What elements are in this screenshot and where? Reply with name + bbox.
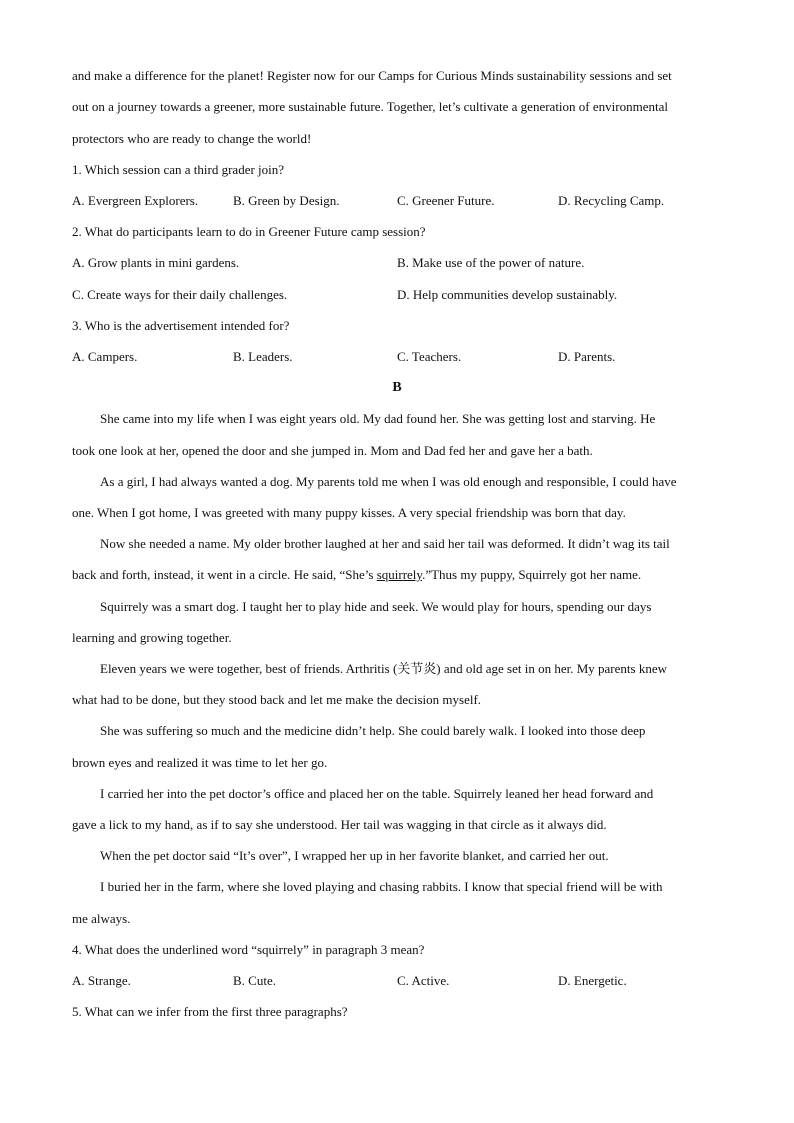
question-3-option-d: D. Parents. bbox=[558, 349, 616, 364]
question-2-option-c: C. Create ways for their daily challenges. bbox=[72, 287, 288, 302]
question-1-option-a: A. Evergreen Explorers. bbox=[72, 193, 199, 208]
paragraph-1-line: took one look at her, opened the door and she jumped in. Mom and Dad fed her and gave her a bath. bbox=[72, 443, 593, 458]
paragraph-3-text: back and forth, instead, it went in a circle. He said, “She’s bbox=[72, 567, 377, 582]
paragraph-3-text: .”Thus my puppy, Squirrely got her name. bbox=[422, 567, 642, 582]
paragraph-6-line: She was suffering so much and the medicine didn’t help. She could barely walk. I looked into those deep bbox=[100, 723, 646, 738]
paragraph-2-line: As a girl, I had always wanted a dog. My parents told me when I was old enough and responsible, I could have bbox=[100, 474, 677, 489]
question-3-option-b: B. Leaders. bbox=[233, 349, 293, 364]
underlined-word: squirrely bbox=[376, 567, 423, 582]
question-3-option-a: A. Campers. bbox=[72, 349, 138, 364]
question-4-option-d: D. Energetic. bbox=[558, 973, 627, 988]
paragraph-6-line: brown eyes and realized it was time to let her go. bbox=[72, 755, 328, 770]
question-3-option-c: C. Teachers. bbox=[397, 349, 462, 364]
question-2-option-a: A. Grow plants in mini gardens. bbox=[72, 255, 240, 270]
paragraph-1-line: She came into my life when I was eight years old. My dad found her. She was getting lost and starving. He bbox=[100, 411, 656, 426]
question-3-stem: 3. Who is the advertisement intended for? bbox=[72, 318, 290, 333]
paragraph-7-line: gave a lick to my hand, as if to say she understood. Her tail was wagging in that circle as it always did. bbox=[72, 817, 607, 832]
paragraph-9-line: I buried her in the farm, where she loved playing and chasing rabbits. I know that special friend will be with bbox=[100, 879, 663, 894]
question-4-option-c: C. Active. bbox=[397, 973, 450, 988]
intro-line: out on a journey towards a greener, more sustainable future. Together, let’s cultivate a generation of environmental bbox=[72, 99, 668, 114]
question-1-option-c: C. Greener Future. bbox=[397, 193, 495, 208]
question-4-option-a: A. Strange. bbox=[72, 973, 131, 988]
paragraph-2-line: one. When I got home, I was greeted with many puppy kisses. A very special friendship was born that day. bbox=[72, 505, 626, 520]
question-1-option-d: D. Recycling Camp. bbox=[558, 193, 665, 208]
paragraph-4-line: learning and growing together. bbox=[72, 630, 232, 645]
paragraph-8-line: When the pet doctor said “It’s over”, I wrapped her up in her favorite blanket, and carried her out. bbox=[100, 848, 609, 863]
intro-line: and make a difference for the planet! Register now for our Camps for Curious Minds sustainability sessions and set bbox=[72, 68, 672, 83]
paragraph-5-line: Eleven years we were together, best of friends. Arthritis (关节炎) and old age set in on her. My parents knew bbox=[100, 661, 667, 676]
question-1-option-b: B. Green by Design. bbox=[233, 193, 340, 208]
question-4-option-b: B. Cute. bbox=[233, 973, 276, 988]
paragraph-5-line: what had to be done, but they stood back and let me make the decision myself. bbox=[72, 692, 482, 707]
paragraph-7-line: I carried her into the pet doctor’s office and placed her on the table. Squirrely leaned her head forward and bbox=[100, 786, 654, 801]
question-2-stem: 2. What do participants learn to do in Greener Future camp session? bbox=[72, 224, 426, 239]
intro-line: protectors who are ready to change the world! bbox=[72, 131, 312, 146]
question-2-option-b: B. Make use of the power of nature. bbox=[397, 255, 585, 270]
paragraph-4-line: Squirrely was a smart dog. I taught her to play hide and seek. We would play for hours, spending our days bbox=[100, 599, 652, 614]
question-1-stem: 1. Which session can a third grader join? bbox=[72, 162, 285, 177]
section-heading: B bbox=[392, 380, 402, 395]
question-4-stem: 4. What does the underlined word “squirrely” in paragraph 3 mean? bbox=[72, 942, 425, 957]
paragraph-3-line: Now she needed a name. My older brother laughed at her and said her tail was deformed. It didn’t wag its tail bbox=[100, 536, 670, 551]
paragraph-9-line: me always. bbox=[72, 911, 131, 926]
question-5-stem: 5. What can we infer from the first three paragraphs? bbox=[72, 1004, 348, 1019]
question-2-option-d: D. Help communities develop sustainably. bbox=[397, 287, 618, 302]
paragraph-3-line bbox=[72, 567, 641, 583]
